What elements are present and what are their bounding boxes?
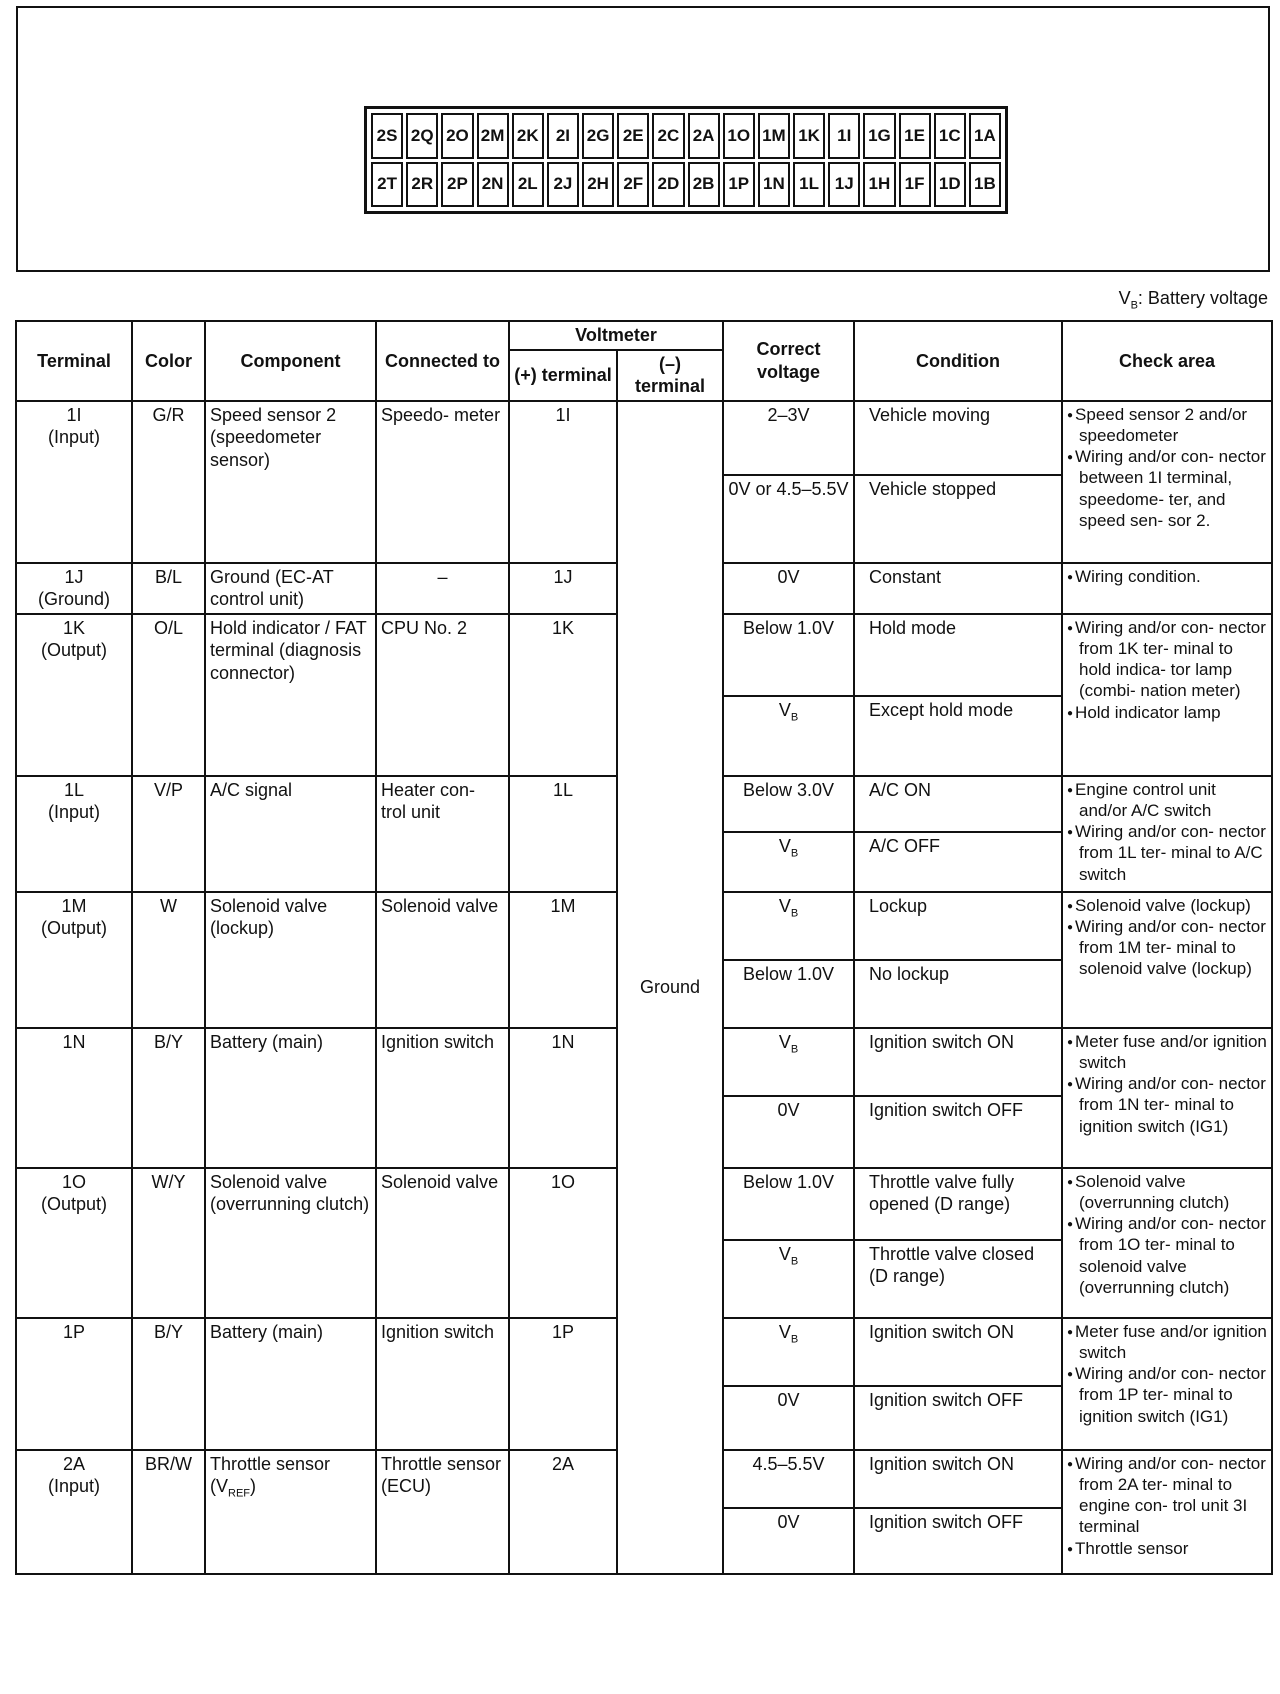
connector-pin: 2D <box>652 162 684 208</box>
wire-color: B/L <box>132 563 205 614</box>
wire-color: B/Y <box>132 1028 205 1168</box>
check-item: ● Engine control unit and/or A/C switch <box>1067 779 1267 822</box>
check-area-cell <box>1062 1318 1272 1450</box>
component-text: ) <box>250 1476 256 1496</box>
terminal-id: 1L <box>63 779 85 800</box>
check-item: ● Wiring and/or con- nector from 1P ter- minal to ignition switch (IG1) <box>1067 1363 1267 1427</box>
check-area-cell <box>1062 614 1272 776</box>
connected-to-cell: Ignition switch <box>376 1318 509 1450</box>
condition-cell: Ignition switch ON <box>854 1450 1062 1508</box>
vb-symbol: V <box>778 699 791 720</box>
connector-pin: 1E <box>899 113 931 159</box>
wire-color: B/Y <box>132 1318 205 1450</box>
plus-terminal-cell: 1P <box>509 1318 617 1450</box>
connected-to-cell: Speedo- meter <box>376 401 509 563</box>
check-area-cell <box>1062 1028 1272 1168</box>
correct-voltage: 0V <box>723 1386 854 1450</box>
connector-pin: 2L <box>512 162 544 208</box>
check-item: ● Solenoid valve (lockup) <box>1067 895 1267 916</box>
vb-symbol-sub: B <box>790 907 799 920</box>
connector-pin: 2P <box>441 162 473 208</box>
connector-pin: 2B <box>688 162 720 208</box>
correct-voltage: 0V <box>723 563 854 614</box>
connector-pin: 1F <box>899 162 931 208</box>
check-area-cell <box>1062 1450 1272 1574</box>
terminal-io: (Output) <box>40 1194 108 1214</box>
header-component: Component <box>205 321 376 401</box>
terminal-cell <box>16 1168 132 1318</box>
component-cell: Battery (main) <box>205 1318 376 1450</box>
condition-cell: Except hold mode <box>854 696 1062 776</box>
check-area-cell <box>1062 776 1272 892</box>
wire-color: W/Y <box>132 1168 205 1318</box>
check-item: ● Throttle sensor <box>1067 1538 1267 1559</box>
connector-pin: 1P <box>723 162 755 208</box>
connector-pin: 1O <box>723 113 755 159</box>
table-row <box>16 401 1272 475</box>
vb-symbol: V <box>778 1031 791 1052</box>
connector-pin: 2H <box>582 162 614 208</box>
connector-pin: 2K <box>512 113 544 159</box>
header-terminal: Terminal <box>16 321 132 401</box>
check-area-cell <box>1062 1168 1272 1318</box>
condition-cell: Throttle valve closed (D range) <box>854 1240 1062 1318</box>
connector-pin: 2M <box>477 113 509 159</box>
vb-symbol: V <box>778 1243 791 1264</box>
condition-cell: Ignition switch ON <box>854 1318 1062 1386</box>
plus-terminal-cell: 1I <box>509 401 617 563</box>
plus-terminal-cell: 1O <box>509 1168 617 1318</box>
wire-color: BR/W <box>132 1450 205 1574</box>
header-color: Color <box>132 321 205 401</box>
terminal-id: 1K <box>62 617 86 638</box>
terminal-io: (Input) <box>47 427 101 447</box>
check-item: ● Meter fuse and/or ignition switch <box>1067 1321 1267 1364</box>
check-item: ● Wiring and/or con- nector from 1N ter- minal to ignition switch (IG1) <box>1067 1073 1267 1137</box>
terminal-cell <box>16 1450 132 1574</box>
plus-terminal-cell: 1L <box>509 776 617 892</box>
connector-pin: 2O <box>441 113 473 159</box>
connector-pin: 1C <box>934 113 966 159</box>
wire-color: G/R <box>132 401 205 563</box>
condition-cell: Vehicle stopped <box>854 475 1062 563</box>
check-item: ● Wiring and/or con- nector from 1M ter- minal to solenoid valve (lockup) <box>1067 916 1267 980</box>
header-minus-terminal: (–) terminal <box>617 350 723 401</box>
correct-voltage: Below 1.0V <box>723 614 854 696</box>
plus-terminal-cell: 1K <box>509 614 617 776</box>
correct-voltage <box>723 696 854 776</box>
connector-pin: 1N <box>758 162 790 208</box>
correct-voltage: Below 1.0V <box>723 960 854 1028</box>
check-item: ● Wiring and/or con- nector from 2A ter- minal to engine con- trol unit 3I terminal <box>1067 1453 1267 1538</box>
vb-symbol-sub: B <box>790 1255 799 1268</box>
vb-symbol-sub: B <box>790 1333 799 1346</box>
component-cell: Ground (EC-AT control unit) <box>205 563 376 614</box>
connector-pin: 2S <box>371 113 403 159</box>
connected-to-cell: Solenoid valve <box>376 892 509 1028</box>
connector-pin: 2J <box>547 162 579 208</box>
connector-pin: 1K <box>793 113 825 159</box>
header-connected-to: Connected to <box>376 321 509 401</box>
connector-pin-grid <box>371 113 1001 207</box>
terminal-id: 1J <box>64 566 84 587</box>
terminal-io: (Output) <box>40 640 108 660</box>
component-cell: Speed sensor 2 (speedometer sensor) <box>205 401 376 563</box>
correct-voltage: 2–3V <box>723 401 854 475</box>
correct-voltage: 0V or 4.5–5.5V <box>723 475 854 563</box>
vb-symbol-sub: B <box>790 847 799 860</box>
wire-color: V/P <box>132 776 205 892</box>
vb-symbol-sub: B <box>790 711 799 724</box>
connector-diagram-frame <box>16 6 1270 272</box>
terminal-io: (Input) <box>47 802 101 822</box>
correct-voltage <box>723 832 854 892</box>
connector-pin: 2T <box>371 162 403 208</box>
condition-cell: Constant <box>854 563 1062 614</box>
check-item: ● Hold indicator lamp <box>1067 702 1267 723</box>
check-item: ● Wiring and/or con- nector between 1I terminal, speedome- ter, and speed sen- sor 2. <box>1067 446 1267 531</box>
terminal-cell <box>16 614 132 776</box>
minus-terminal-ground: Ground <box>617 401 723 1574</box>
condition-cell: Throttle valve fully opened (D range) <box>854 1168 1062 1240</box>
connected-to-cell: Heater con- trol unit <box>376 776 509 892</box>
connector-pin: 1L <box>793 162 825 208</box>
battery-voltage-note <box>1119 288 1268 312</box>
vref-sub: REF <box>228 1487 250 1500</box>
connector-pin: 2R <box>406 162 438 208</box>
header-condition: Condition <box>854 321 1062 401</box>
note-text: : Battery voltage <box>1137 288 1268 308</box>
correct-voltage <box>723 1318 854 1386</box>
connected-to-cell: Solenoid valve <box>376 1168 509 1318</box>
terminal-id: 2A <box>62 1453 86 1474</box>
connector-pin: 2A <box>688 113 720 159</box>
condition-cell: No lockup <box>854 960 1062 1028</box>
terminal-cell <box>16 1028 132 1168</box>
vb-symbol-sub: B <box>790 1043 799 1056</box>
correct-voltage: 0V <box>723 1508 854 1574</box>
terminal-cell <box>16 776 132 892</box>
connector-pin: 1H <box>863 162 895 208</box>
check-area-cell <box>1062 401 1272 563</box>
connected-to-cell: – <box>376 563 509 614</box>
connector-pin: 2G <box>582 113 614 159</box>
connector-pin: 1I <box>828 113 860 159</box>
header-correct-voltage: Correct voltage <box>723 321 854 401</box>
check-item: ● Wiring and/or con- nector from 1L ter- minal to A/C switch <box>1067 821 1267 885</box>
header-voltmeter: Voltmeter <box>509 321 723 350</box>
check-item: ● Solenoid valve (overrunning clutch) <box>1067 1171 1267 1214</box>
wire-color: W <box>132 892 205 1028</box>
connector-pin: 2Q <box>406 113 438 159</box>
check-area-cell <box>1062 563 1272 614</box>
component-cell: Battery (main) <box>205 1028 376 1168</box>
check-item: ● Speed sensor 2 and/or speedometer <box>1067 404 1267 447</box>
component-cell: A/C signal <box>205 776 376 892</box>
terminal-id: 1P <box>62 1321 86 1342</box>
condition-cell: A/C ON <box>854 776 1062 832</box>
connector-pin: 1J <box>828 162 860 208</box>
connector-pin: 1D <box>934 162 966 208</box>
connected-to-cell: Ignition switch <box>376 1028 509 1168</box>
check-item: ● Meter fuse and/or ignition switch <box>1067 1031 1267 1074</box>
connector-pin: 2C <box>652 113 684 159</box>
correct-voltage <box>723 1240 854 1318</box>
terminal-io: (Input) <box>47 1476 101 1496</box>
correct-voltage: 4.5–5.5V <box>723 1450 854 1508</box>
correct-voltage: 0V <box>723 1096 854 1168</box>
terminal-check-table <box>15 320 1271 1575</box>
correct-voltage <box>723 1028 854 1096</box>
table-body <box>16 401 1272 1574</box>
check-item: ● Wiring condition. <box>1067 566 1267 587</box>
condition-cell: Hold mode <box>854 614 1062 696</box>
connector-pin: 1M <box>758 113 790 159</box>
connector-pin: 2F <box>617 162 649 208</box>
plus-terminal-cell: 2A <box>509 1450 617 1574</box>
terminal-id: 1M <box>61 895 87 916</box>
check-area-cell <box>1062 892 1272 1028</box>
header-check-area: Check area <box>1062 321 1272 401</box>
vb-symbol: V <box>778 1321 791 1342</box>
component-cell: Solenoid valve (overrunning clutch) <box>205 1168 376 1318</box>
connector-pin: 1A <box>969 113 1001 159</box>
condition-cell: Ignition switch ON <box>854 1028 1062 1096</box>
terminal-io: (Ground) <box>37 589 111 609</box>
condition-cell: Vehicle moving <box>854 401 1062 475</box>
terminal-io: (Output) <box>40 918 108 938</box>
vb-symbol: V <box>778 895 791 916</box>
terminal-cell <box>16 1318 132 1450</box>
plus-terminal-cell: 1J <box>509 563 617 614</box>
condition-cell: Ignition switch OFF <box>854 1508 1062 1574</box>
terminal-cell <box>16 563 132 614</box>
header-plus-terminal: (+) terminal <box>509 350 617 401</box>
correct-voltage <box>723 892 854 960</box>
plus-terminal-cell: 1N <box>509 1028 617 1168</box>
connector-pin: 1G <box>863 113 895 159</box>
correct-voltage: Below 3.0V <box>723 776 854 832</box>
connector-pin: 2N <box>477 162 509 208</box>
terminal-id: 1O <box>61 1171 86 1192</box>
condition-cell: A/C OFF <box>854 832 1062 892</box>
vb-symbol: V <box>778 835 791 856</box>
connector-pin: 1B <box>969 162 1001 208</box>
check-item: ● Wiring and/or con- nector from 1O ter- minal to solenoid valve (overrunning clutch) <box>1067 1213 1267 1298</box>
correct-voltage: Below 1.0V <box>723 1168 854 1240</box>
component-text: Throttle sensor (V <box>210 1453 331 1496</box>
component-cell: Solenoid valve (lockup) <box>205 892 376 1028</box>
note-symbol: V <box>1118 288 1131 308</box>
terminal-cell <box>16 892 132 1028</box>
connector-pin: 2E <box>617 113 649 159</box>
terminal-id: 1N <box>62 1031 86 1052</box>
plus-terminal-cell: 1M <box>509 892 617 1028</box>
condition-cell: Ignition switch OFF <box>854 1386 1062 1450</box>
component-cell <box>205 1450 376 1574</box>
component-cell: Hold indicator / FAT terminal (diagnosis connector) <box>205 614 376 776</box>
connector-pinout <box>364 106 1008 214</box>
connector-pin: 2I <box>547 113 579 159</box>
terminal-cell <box>16 401 132 563</box>
connected-to-cell: Throttle sensor (ECU) <box>376 1450 509 1574</box>
note-symbol-sub: B <box>1130 299 1138 312</box>
condition-cell: Ignition switch OFF <box>854 1096 1062 1168</box>
condition-cell: Lockup <box>854 892 1062 960</box>
check-item: ● Wiring and/or con- nector from 1K ter- minal to hold indica- tor lamp (combi- nation meter) <box>1067 617 1267 702</box>
connected-to-cell: CPU No. 2 <box>376 614 509 776</box>
wire-color: O/L <box>132 614 205 776</box>
terminal-id: 1I <box>66 404 82 425</box>
